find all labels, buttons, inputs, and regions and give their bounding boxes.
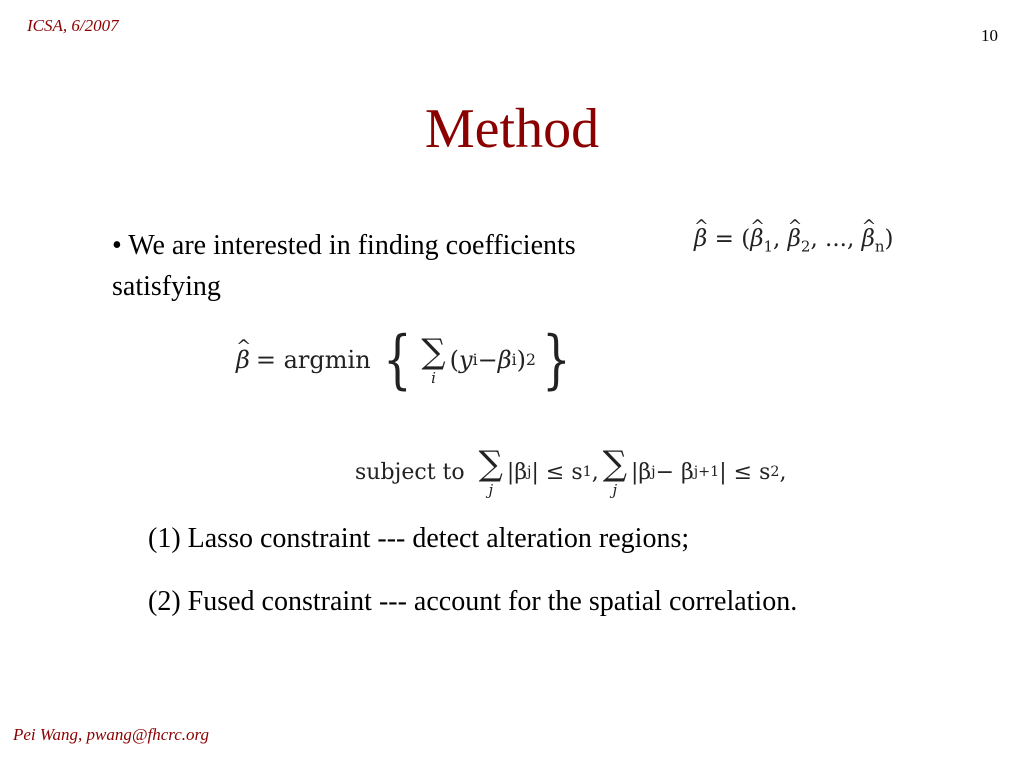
beta-1: ^ β [750,226,763,252]
equals-sign: = [714,226,734,252]
abs-beta-open: |β [506,459,528,485]
sum-over-i [421,332,446,387]
argmin-equation [236,322,577,398]
sum-over-j-2 [602,444,627,499]
bullet-line-1: • We are interested in finding coefficients [112,230,576,261]
abs-diff-minus-beta: − β [655,459,694,485]
sum-symbol: ∑ [421,332,446,372]
equals-argmin: = argmin [255,346,371,374]
subject-to-label: subject to [355,459,465,485]
abs-beta-subscript: j [527,464,532,480]
bullet-line-2: satisfying [112,271,221,302]
beta-n: ^ β [862,226,875,252]
exponent: 2 [525,351,536,369]
open-paren: ( [741,226,751,252]
beta-hat-symbol: ^ β [236,346,250,374]
sum-symbol: ∑ [478,444,503,484]
beta-1-subscript: 1 [763,237,773,256]
beta-n-subscript: n [874,237,885,256]
abs-diff-subscript-j: j [651,464,656,480]
y-variable: y [459,346,473,374]
list-item-fused: (2) Fused constraint --- account for the spatial correlation. [148,586,798,617]
close-paren: ) [516,346,526,374]
beta-variable: β [497,346,512,374]
minus-sign: − [477,346,498,374]
beta-hat-symbol: ^ β [694,226,707,252]
y-subscript: i [472,351,478,369]
abs-diff-close-leq-s: | ≤ s [719,459,771,485]
beta-2-subscript: 2 [800,237,811,256]
s1-subscript: 1 [582,464,592,480]
coefficient-vector-equation: ^ β = (^ $\beta_1$, ^ $\beta_2$, ..., ^ $\beta_n$) [694,226,894,256]
close-paren: ) [884,226,894,252]
sum-index: i [431,369,436,387]
abs-diff-open: |β [631,459,652,485]
sum-symbol: ∑ [602,444,627,484]
bullet-text [112,225,692,307]
ellipsis: , ..., [810,226,862,252]
abs-diff-subscript-j1: j+1 [693,464,720,480]
conference-label: ICSA, 6/2007 [27,16,119,35]
sum-over-j-1 [478,444,503,499]
constraint-equation [355,442,786,502]
trailing-comma: , [779,459,787,485]
beta-2: ^ β [788,226,801,252]
page-number: 10 [981,26,998,45]
s2-subscript: 2 [770,464,780,480]
author-footer: Pei Wang, pwang@fhcrc.org [13,725,210,744]
sum-index: j [488,481,494,499]
slide-title: Method [424,98,600,160]
beta-subscript: i [511,351,517,369]
right-brace: } [541,323,571,397]
sum-index: j [612,481,618,499]
comma: , [591,459,599,485]
list-item-lasso: (1) Lasso constraint --- detect alteration regions; [148,523,690,554]
abs-beta-close-leq-s: | ≤ s [531,459,583,485]
left-brace: { [382,323,412,397]
open-paren: ( [449,346,460,374]
